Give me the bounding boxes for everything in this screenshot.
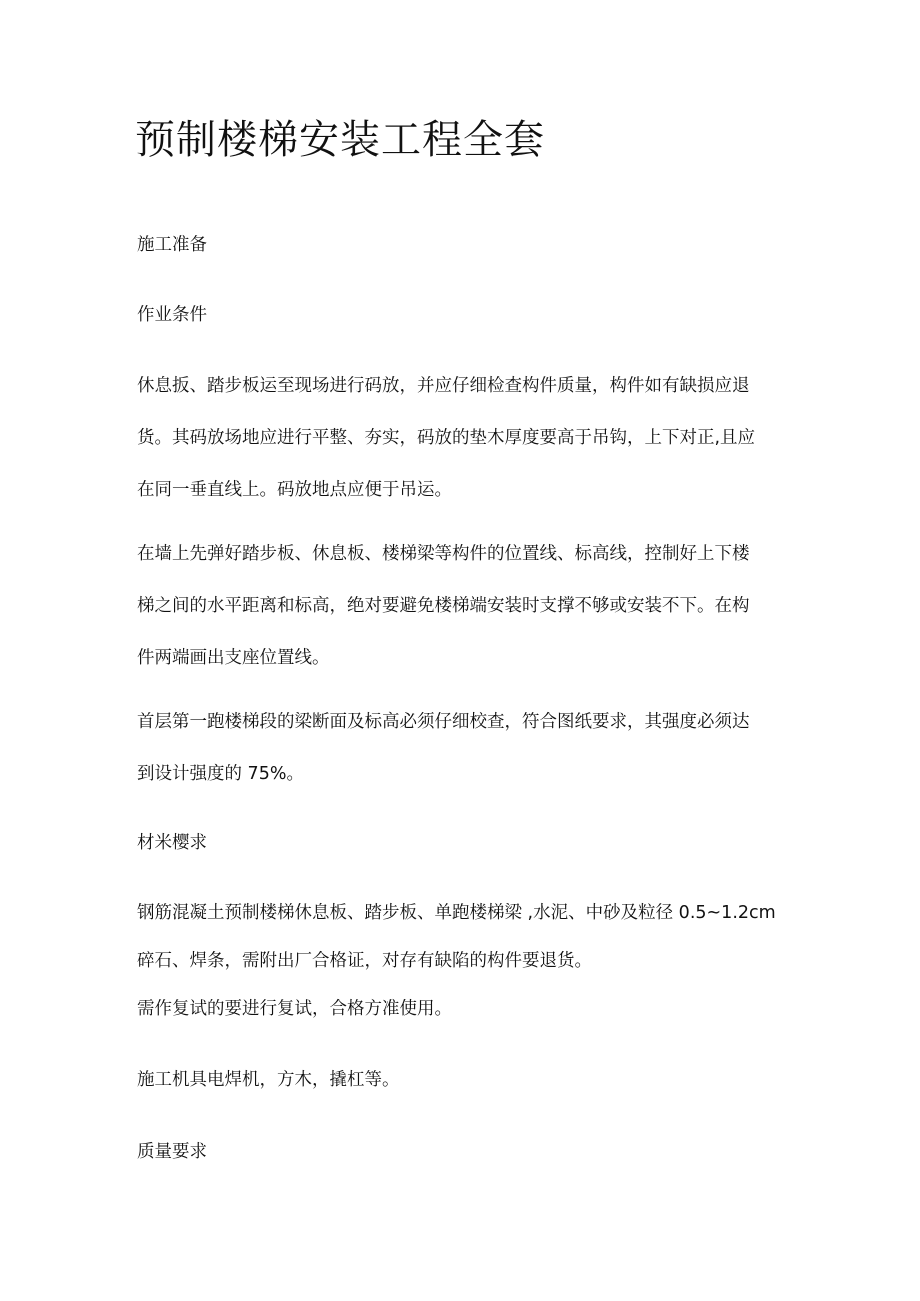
- paragraph-line: 在同一垂直线上。码放地点应便于吊运。: [137, 480, 452, 500]
- section-heading-work-conditions: 作业条件: [137, 305, 207, 325]
- section-heading-material-requirements: 材米樱求: [137, 833, 207, 853]
- paragraph-line: 货。其码放场地应进行平整、夯实，码放的垫木厚度要高于吊钩，上下对正,且应: [137, 428, 756, 448]
- paragraph-layout-lines: [137, 528, 789, 684]
- paragraph-line: 梯之间的水平距离和标高，绝对要避免楼梯端安装时支撑不够或安装不下。在构: [137, 596, 750, 616]
- paragraph-stacking: [137, 360, 789, 516]
- paragraph-materials: [137, 889, 789, 1033]
- paragraph-line: 到设计强度的 75%。: [137, 764, 304, 784]
- section-heading-construction-preparation: 施工准备: [137, 235, 207, 255]
- paragraph-line: 休息扳、踏步板运至现场进行码放，并应仔细检查构件质量，构件如有缺损应退: [137, 376, 750, 396]
- paragraph-line: 在墙上先弹好踏步板、休息板、楼梯梁等构件的位置线、标高线，控制好上下楼: [137, 544, 750, 564]
- section-heading-quality-requirements: 质量要求: [137, 1142, 207, 1162]
- document-title: 预制楼梯安装工程全套: [135, 117, 545, 163]
- paragraph-line: 首层第一跑楼梯段的梁断面及标高必须仔细校查，符合图纸要求，其强度必须达: [137, 712, 750, 732]
- paragraph-line: 碎石、焊条，需附出厂合格证，对存有缺陷的构件要退货。: [137, 951, 592, 971]
- paragraph-line: 需作复试的要进行复试，合格方准使用。: [137, 999, 452, 1019]
- paragraph-first-flight-check: [137, 696, 789, 800]
- paragraph-tools: 施工机具电焊机，方木，撬杠等。: [137, 1070, 400, 1090]
- paragraph-line: 钢筋混凝土预制楼梯休息板、踏步板、单跑楼梯梁 ,水泥、中砂及粒径 0.5~1.2cm: [137, 903, 776, 923]
- paragraph-line: 件两端画出支座位置线。: [137, 648, 330, 668]
